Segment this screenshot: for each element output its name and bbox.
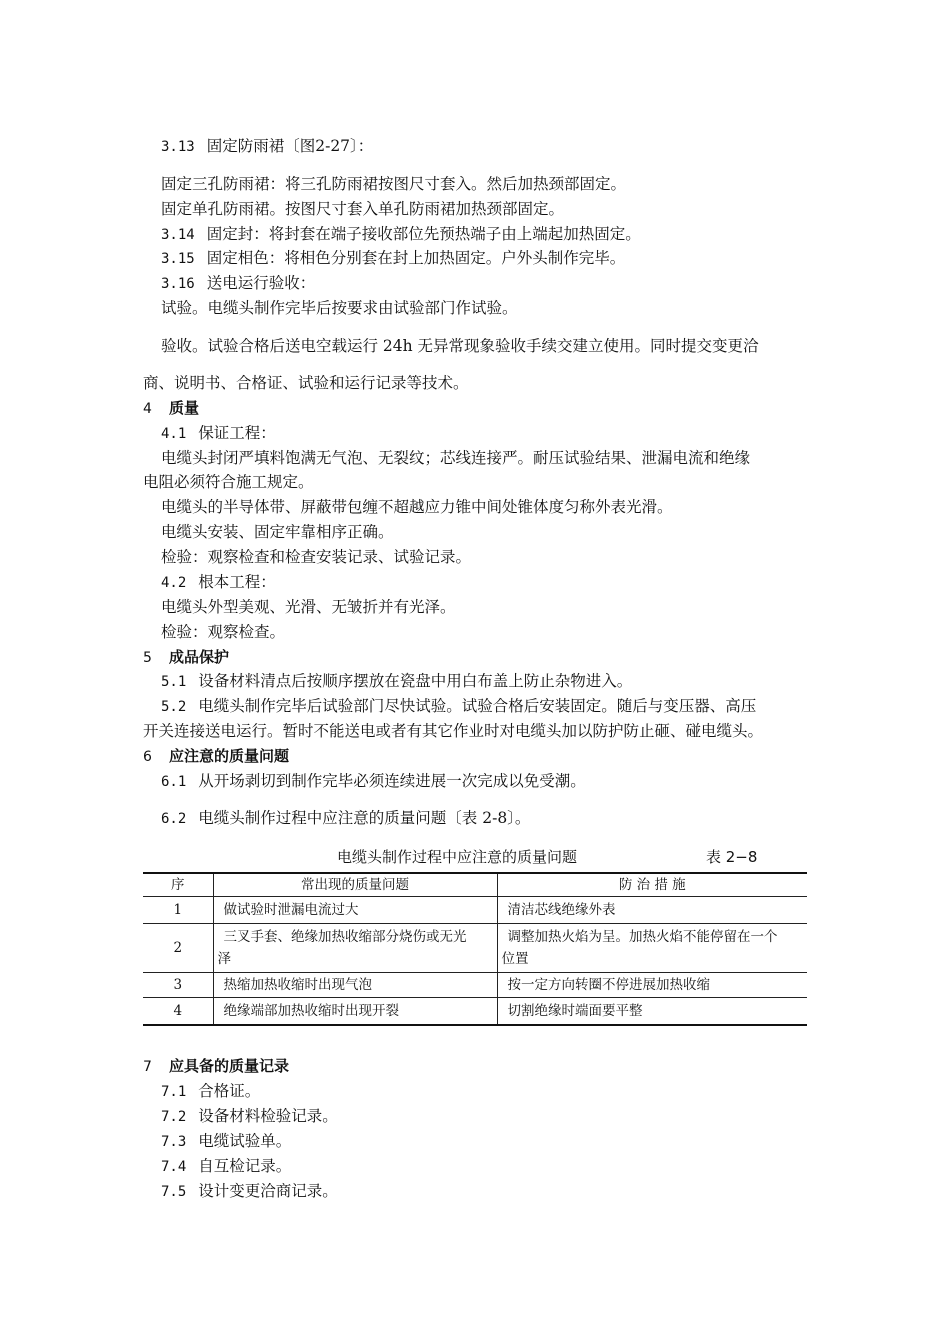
clause-number: 3.14 <box>161 227 195 243</box>
clause-number: 5.2 <box>161 699 187 715</box>
clause-text: 送电运行验收： <box>206 274 316 292</box>
clause-number: 7.1 <box>161 1084 187 1100</box>
text-line: 检验：观察检查和检查安装记录、试验记录。 <box>161 548 472 566</box>
clause-number: 7.5 <box>161 1184 187 1200</box>
section-heading-4 <box>143 398 199 419</box>
clause-text: 保证工程： <box>198 424 276 442</box>
clause-number: 7.4 <box>161 1159 187 1175</box>
clause-text: 从开场剥切到制作完毕必须连续进展一次完成以免受潮。 <box>198 772 586 790</box>
measure-cell <box>497 924 807 973</box>
clause-number: 4.1 <box>161 426 187 442</box>
section-number: 5 <box>143 650 152 666</box>
cell-line: 三叉手套、绝缘加热收缩部分烧伤或无光 <box>223 929 467 945</box>
clause-text: 电缆试验单。 <box>198 1132 292 1150</box>
section-title: 应注意的质量问题 <box>169 747 290 765</box>
clause-text: 设计变更洽商记录。 <box>198 1182 338 1200</box>
cell-line: 泽 <box>217 951 231 967</box>
list-item <box>161 1106 338 1127</box>
clause-text: 固定防雨裙〔图2-27〕： <box>206 137 374 155</box>
table-number: 表 2−8 <box>706 848 758 866</box>
text-line: 验收。试验合格后送电空载运行 24h 无异常现象验收手续交建立使用。同时提交变更洽 <box>161 337 759 355</box>
text-line: 固定三孔防雨裙：将三孔防雨裙按图尺寸套入。然后加热颈部固定。 <box>161 175 627 193</box>
table-header-row <box>143 873 807 897</box>
section-title: 应具备的质量记录 <box>169 1057 290 1075</box>
section-title: 成品保护 <box>169 648 230 666</box>
clause-text: 合格证。 <box>198 1082 261 1100</box>
paragraph-4-2 <box>161 572 276 593</box>
text-line: 电缆头的半导体带、屏蔽带包缠不超越应力锥中间处锥体度匀称外表光滑。 <box>161 498 673 516</box>
cell-line: 位置 <box>501 951 529 967</box>
section-heading-5 <box>143 647 229 668</box>
paragraph-4-1 <box>161 423 276 444</box>
clause-text: 自互检记录。 <box>198 1157 292 1175</box>
problem-cell: 绝缘端部加热收缩时出现开裂 <box>213 998 497 1026</box>
column-header: 常出现的质量问题 <box>213 873 497 897</box>
clause-text: 根本工程： <box>198 573 276 591</box>
list-item <box>161 1156 291 1177</box>
clause-number: 7.2 <box>161 1109 187 1125</box>
clause-number: 5.1 <box>161 674 187 690</box>
section-number: 7 <box>143 1059 152 1075</box>
list-item <box>161 1181 338 1202</box>
section-number: 6 <box>143 749 152 765</box>
problem-cell: 做试验时泄漏电流过大 <box>213 897 497 924</box>
list-item <box>161 1081 260 1102</box>
paragraph-5-1 <box>161 671 632 692</box>
text-line: 开关连接送电运行。暂时不能送电或者有其它作业时对电缆头加以防护防止砸、碰电缆头。 <box>143 722 764 740</box>
measure-cell: 切割绝缘时端面要平整 <box>497 998 807 1026</box>
clause-number: 3.16 <box>161 276 195 292</box>
table-row <box>143 924 807 973</box>
paragraph-6-2 <box>161 808 530 829</box>
section-title: 质量 <box>169 399 200 417</box>
clause-number: 6.1 <box>161 774 187 790</box>
paragraph-3-14 <box>161 224 641 245</box>
measure-cell: 清洁芯线绝缘外表 <box>497 897 807 924</box>
text-line: 电缆头外型美观、光滑、无皱折并有光泽。 <box>161 598 456 616</box>
section-heading-7 <box>143 1056 289 1077</box>
row-number: 1 <box>143 897 213 924</box>
clause-number: 3.15 <box>161 251 195 267</box>
problem-cell: 热缩加热收缩时出现气泡 <box>213 973 497 998</box>
paragraph-3-13 <box>161 136 373 157</box>
clause-text: 电缆头制作完毕后试验部门尽快试验。试验合格后安装固定。随后与变压器、高压 <box>198 697 757 715</box>
paragraph-5-2 <box>161 696 756 717</box>
clause-text: 固定相色：将相色分别套在封上加热固定。户外头制作完毕。 <box>206 249 626 267</box>
text-line: 试验。电缆头制作完毕后按要求由试验部门作试验。 <box>161 299 518 317</box>
problem-cell <box>213 924 497 973</box>
table-row <box>143 973 807 998</box>
table-caption: 电缆头制作过程中应注意的质量问题 <box>337 848 578 866</box>
clause-text: 固定封：将封套在端子接收部位先预热端子由上端起加热固定。 <box>206 225 641 243</box>
clause-number: 4.2 <box>161 575 187 591</box>
table-row <box>143 998 807 1026</box>
clause-text: 设备材料检验记录。 <box>198 1107 338 1125</box>
row-number: 2 <box>143 924 213 973</box>
table-row <box>143 897 807 924</box>
text-line: 固定单孔防雨裙。按图尺寸套入单孔防雨裙加热颈部固定。 <box>161 200 565 218</box>
text-line: 商、说明书、合格证、试验和运行记录等技术。 <box>143 374 469 392</box>
clause-number: 3.13 <box>161 139 195 155</box>
list-item <box>161 1131 291 1152</box>
clause-number: 7.3 <box>161 1134 187 1150</box>
section-number: 4 <box>143 401 152 417</box>
text-line: 检验：观察检查。 <box>161 623 286 641</box>
quality-problems-table <box>143 872 807 1026</box>
text-line: 电缆头安装、固定牢靠相序正确。 <box>161 523 394 541</box>
row-number: 4 <box>143 998 213 1026</box>
paragraph-6-1 <box>161 771 586 792</box>
section-heading-6 <box>143 746 289 767</box>
row-number: 3 <box>143 973 213 998</box>
cell-line: 调整加热火焰为呈。加热火焰不能停留在一个 <box>507 929 778 945</box>
column-header: 防 治 措 施 <box>497 873 807 897</box>
measure-cell: 按一定方向转圈不停进展加热收缩 <box>497 973 807 998</box>
clause-text: 电缆头制作过程中应注意的质量问题〔表 2-8〕。 <box>198 809 531 827</box>
paragraph-3-16 <box>161 273 315 294</box>
column-header: 序 <box>143 873 213 897</box>
clause-text: 设备材料清点后按顺序摆放在瓷盘中用白布盖上防止杂物进入。 <box>198 672 633 690</box>
paragraph-3-15 <box>161 248 625 269</box>
text-line: 电阻必须符合施工规定。 <box>143 473 314 491</box>
clause-number: 6.2 <box>161 811 187 827</box>
text-line: 电缆头封闭严填料饱满无气泡、无裂纹；芯线连接严。耐压试验结果、泄漏电流和绝缘 <box>161 449 751 467</box>
